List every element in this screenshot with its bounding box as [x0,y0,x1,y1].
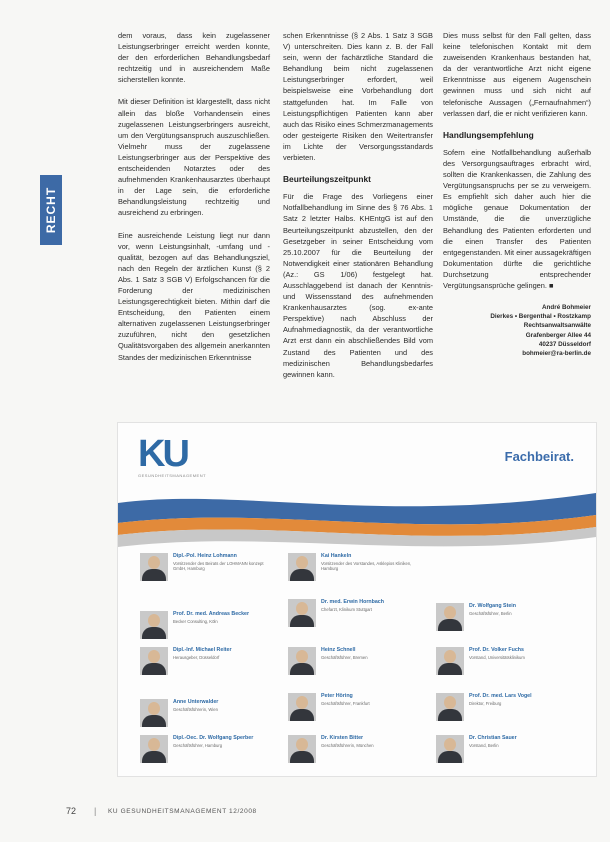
member-photo [140,611,168,639]
author-name: André Bohmeier [542,304,591,312]
member-name: Anne Unterwalder [173,699,219,705]
member-description: Geschäftsführer, Frankfurt [321,701,370,706]
article-column-2 [283,30,433,391]
member-description: Geschäftsführer, Hamburg [173,743,223,748]
member-photo [140,735,168,763]
member-description: Herausgeber, Düsseldorf [173,655,220,660]
member-name: Dr. Wolfgang Stein [469,603,516,609]
board-member [288,735,428,763]
ku-logo [138,435,206,478]
member-photo [288,553,316,581]
member-name: Prof. Dr. med. Andreas Becker [173,611,250,617]
section-heading: Beurteilungszeitpunkt [283,174,371,185]
logo-subtitle: GESUNDHEITSMANAGEMENT [138,473,207,478]
member-description: Direktor, Freiburg [469,701,502,706]
section-tab [40,175,62,245]
section-heading: Handlungsempfehlung [443,129,534,140]
logo-mark: KU [138,433,187,475]
board-member [288,647,428,675]
member-photo [436,693,464,721]
member-name: Dr. Christian Sauer [469,735,517,741]
member-photo [140,647,168,675]
article-column-1 [118,30,270,374]
member-name: Heinz Schnell [321,647,356,653]
board-member [436,647,576,675]
paragraph: Sofern eine Notfallbehandlung außerhalb des Versorgungsauftrages erbracht wird, sollten die Krankenkassen, die Zahlung des Vergütungsanspruchs per se zu verweigern. Es empfiehlt sich daher auch hier die mögliche genaue Dokumentation der Umstände, die die unverzügliche Behandlung des Patienten erforderten und die einen Transfer des Patienten entgegenstanden. Mit einer aussagekräftigen Dokumentation dürfte die gerichtliche Durchsetzung entsprechender Vergütungsansprüche gelingen. ■ [443,147,591,290]
board-member [288,693,428,721]
board-member [288,553,428,581]
member-photo [436,603,464,631]
member-photo [436,735,464,763]
member-name: Prof. Dr. med. Lars Vogel [469,693,532,699]
member-description: Chefarzt, Klinikum Stuttgart [321,607,372,612]
member-description: Vorsitzender des Beirats der LOHMANN konzept GmbH, Hamburg [173,561,264,572]
member-name: Dipl.-Inf. Michael Reiter [173,647,232,653]
author-role: Rechtsanwaltsanwälte [523,322,591,330]
member-name: Peter Höring [321,693,353,699]
member-photo [140,553,168,581]
paragraph: Eine ausreichende Leistung liegt nur dann vor, wenn Leistungsinhalt, -umfang und -qualität, bezogen auf das Behandlungsziel, nach den Regeln der ärztlichen Kunst (§ 2 Abs. 1 Satz 3 SGB V) Erfolgschancen für die Forderung der medizinischen Leistungsgerechtigkeit bieten. Mithin darf die Entscheidung, den Patienten einem alternativen zugelassenen Leistungserbringer zuzuführen, nicht den gesetzlichen Qualitätsvorgaben des allgemein anerkannten Standes der medizinischen Erkenntnisse [118,230,270,362]
member-description: Geschäftsführerin, Wien [173,707,218,712]
advisory-board-ad [117,422,597,777]
board-member [140,735,280,763]
member-description: Geschäftsführer, Bremen [321,655,368,660]
author-city: 40237 Düsseldorf [538,340,591,348]
member-photo [288,599,316,627]
board-member [436,603,576,631]
paragraph: Mit dieser Definition ist klargestellt, dass nicht allein das bloße Vorhandensein eines zugelassenen Leistungserbringers ausreicht, um den Vergütungsanspruch auszuschließen. Vielmehr muss der zugelassene Leistungserbringer aus der Perspektive des entscheidenden Notarztes oder des aufnehmenden Krankenhausarztes überhaupt in der Lage sein, die erforderliche Behandlungsleistung rechtzeitig und ausreichend zu erbringen. [118,97,270,218]
paragraph: dem voraus, dass kein zugelassener Leistungserbringer erreicht werden konnte, der den erforderlichen Behandlungsbedarf rechtzeitig und in ausreichendem Maße sicherstellen konnte. [118,31,270,85]
journal-name: KU GESUNDHEITSMANAGEMENT 12/2008 [108,808,257,815]
paragraph: schen Erkenntnisse (§ 2 Abs. 1 Satz 3 SGB V) unterschreiten. Dies kann z. B. der Fall sein, wenn der fachärztliche Standard die Behandlung beim nicht zugelassenen Leistungserbringer erfordert, weil beispielsweise eine Vorbehandlung dort stattgefunden hat. Im Falle von Leistungspflichtigen Patienten kann aber auch das Risiko eines Schmerzmanagements oder gesteigerte Risiken den Weitertransfer im Lichte der Versorgungsstandards verbieten. [283,31,433,163]
member-description: Geschäftsführerin, München [321,743,374,748]
page-number: 72 [66,806,77,816]
member-description: Vorstand, Berlin [469,743,499,748]
member-name: Dr. Kirsten Bitter [321,735,364,741]
member-photo [288,647,316,675]
author-signature [443,303,591,358]
article-column-3 [443,30,591,358]
board-member [436,693,576,721]
member-description: Vorstand, Universitätsklinikum [469,655,525,660]
member-name: Dipl.-Pol. Heinz Lohmann [173,553,237,559]
member-name: Kai Hankeln [321,553,352,559]
section-tab-label: RECHT [44,186,58,234]
member-photo [288,735,316,763]
member-description: Vorsitzender des Vorstandes, Asklepios Kliniken, Hamburg [321,561,412,572]
author-email[interactable]: bohmeier@ra-berlin.de [522,350,591,358]
member-description: Becker Consulting, Köln [173,619,218,624]
member-description: Geschäftsführer, Berlin [469,611,512,616]
member-name: Dipl.-Oec. Dr. Wolfgang Sperber [173,735,254,741]
board-member [288,599,428,627]
board-member [140,611,280,639]
board-member [436,735,576,763]
board-member [140,699,280,727]
author-street: Grafenberger Allee 44 [525,331,591,339]
paragraph: Für die Frage des Vorliegens einer Notfallbehandlung im Sinne des § 76 Abs. 1 Satz 2 letzter Halbs. KHEntgG ist auf den Beurteilungszeitpunkt abzustellen, den der Gesetzgeber in seiner Entscheidung vom 25.10.2007 für die Beurteilung der Notwendigkeit einer stationären Behandlung (Az.: GS 1/06) festgelegt hat. Ausschlaggebend ist danach der Kenntnis- und Wissensstand des aufnehmenden Krankenhausarztes (sog. ex-ante Perspektive) nach Abschluss der Aufnahmediagnostik, da der verantwortliche Arzt erst dann ein abschließendes Bild vom Zustand des Patienten und des medizinischen Behandlungsbedarfes gewinnen kann. [283,192,433,379]
footer-separator: | [94,806,97,816]
member-photo [288,693,316,721]
paragraph: Dies muss selbst für den Fall gelten, dass keine telefonischen Kontakt mit dem zuweisenden Krankenhaus bestanden hat, da der verantwortliche Arzt nicht eigene Erkenntnisse aus eigenem Augenschein gewinnen muss und sich nicht auf telefonische Aussagen („Fernaufnahmen“) verlassen darf, die er nicht verifizieren kann. [443,31,591,118]
member-name: Dr. med. Erwin Hornbach [321,599,384,605]
board-member [140,553,280,581]
member-name: Prof. Dr. Volker Fuchs [469,647,524,653]
author-firm: Dierkes • Bergenthal • Rostzkamp [490,313,591,321]
member-photo [140,699,168,727]
ad-title: Fachbeirat. [504,449,574,464]
board-member [140,647,280,675]
member-photo [436,647,464,675]
